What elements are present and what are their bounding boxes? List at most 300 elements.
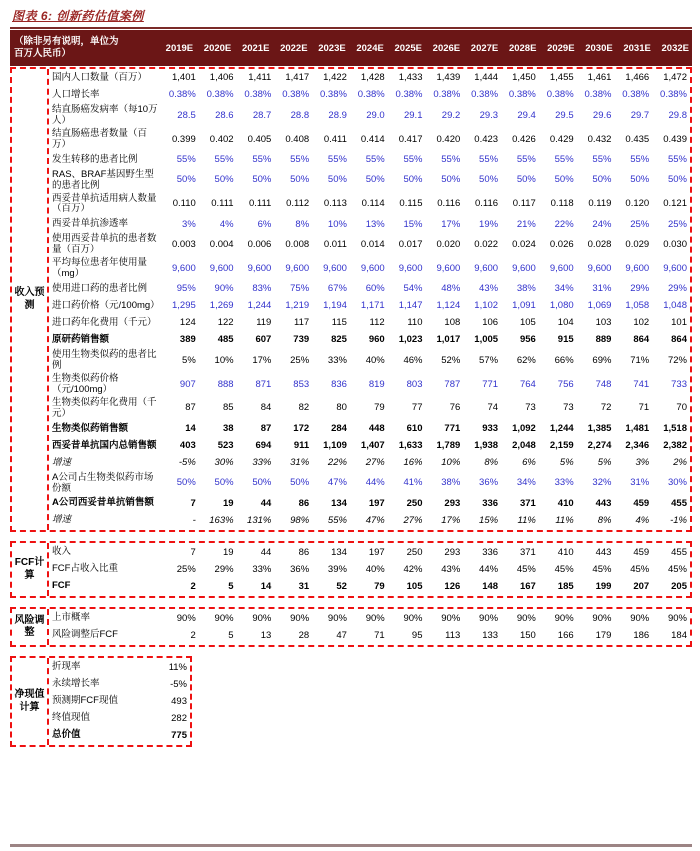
row-label: 生物类似药销售额	[52, 422, 129, 434]
data-cell: 150	[519, 629, 536, 641]
table-row	[49, 472, 690, 496]
data-cell: 55%	[327, 153, 347, 165]
data-cell: 83%	[252, 283, 272, 295]
data-cell: 455	[671, 546, 687, 558]
data-cell: 44%	[365, 477, 385, 489]
data-cell: 0.110	[172, 198, 196, 210]
data-cell: 9,600	[172, 262, 196, 274]
data-cell: 22%	[327, 456, 347, 468]
data-cell: 15%	[403, 218, 423, 230]
data-cell: 607	[255, 334, 272, 346]
data-cell: 443	[595, 497, 612, 509]
data-cell: 10%	[214, 354, 234, 366]
table-row	[49, 70, 690, 87]
data-cell: 33%	[554, 477, 574, 489]
row-label: RAS、BRAF基因野生型的患者比例	[52, 168, 154, 191]
data-cell: 45%	[592, 563, 612, 575]
data-cell: 33%	[252, 563, 272, 575]
data-cell: 0.119	[588, 198, 612, 210]
table-row	[49, 216, 690, 233]
data-cell: 1,269	[209, 300, 234, 312]
title-rule	[10, 27, 692, 29]
data-cell: 131%	[247, 514, 272, 526]
data-cell: 25%	[667, 218, 687, 230]
row-label: 生物类似药年化费用（千元）	[52, 396, 157, 419]
data-cell: 888	[217, 378, 234, 390]
data-cell: 1,069	[587, 300, 612, 312]
data-cell: 0.111	[211, 198, 234, 210]
data-cell: 50%	[252, 174, 272, 186]
data-cell: 19%	[479, 218, 499, 230]
data-cell: 0.121	[663, 198, 687, 210]
data-cell: 911	[293, 439, 310, 451]
data-cell: 9,600	[398, 262, 423, 274]
year-header: 2022E	[280, 42, 308, 54]
row-label: 使用生物类似药的患者比例	[52, 349, 157, 371]
data-cell: 87	[260, 422, 272, 434]
data-cell: 1,244	[549, 422, 574, 434]
data-cell: 55%	[327, 514, 347, 526]
data-cell: 36%	[479, 477, 499, 489]
data-cell: 1,406	[209, 72, 234, 84]
data-cell: 55%	[252, 153, 272, 165]
data-cell: 771	[482, 378, 499, 390]
data-cell: 28.9	[328, 109, 347, 121]
data-cell: 0.114	[361, 198, 385, 210]
data-cell: 455	[671, 497, 687, 509]
data-cell: 1,023	[398, 334, 423, 346]
data-cell: 44	[260, 497, 272, 509]
data-cell: 0.38%	[508, 89, 536, 101]
data-cell: 493	[171, 695, 187, 707]
data-cell: 134	[331, 546, 347, 558]
data-cell: 46%	[403, 354, 423, 366]
data-cell: 803	[406, 378, 423, 390]
data-cell: 0.111	[248, 198, 272, 210]
table-row	[49, 627, 690, 644]
row-label: 收入	[52, 546, 72, 558]
data-cell: 9,600	[587, 262, 612, 274]
data-cell: 0.417	[398, 133, 423, 145]
data-cell: 7	[190, 546, 196, 558]
row-label: 使用西妥昔单抗的患者数量（百万）	[52, 233, 157, 256]
data-cell: 29.6	[592, 109, 612, 121]
data-cell: 19	[222, 546, 234, 558]
data-cell: 0.402	[209, 133, 234, 145]
data-cell: 84	[260, 402, 272, 414]
data-cell: 90%	[214, 612, 234, 624]
data-cell: 293	[444, 497, 461, 509]
row-label: 折现率	[52, 661, 81, 673]
data-cell: 1,194	[323, 300, 347, 312]
data-cell: 250	[406, 546, 423, 558]
data-cell: 90%	[327, 612, 347, 624]
data-cell: 0.116	[437, 198, 461, 210]
data-cell: 0.026	[549, 239, 574, 251]
data-cell: 871	[255, 378, 272, 390]
data-cell: 410	[557, 497, 574, 509]
data-cell: 459	[633, 546, 650, 558]
data-cell: 79	[374, 580, 385, 592]
data-cell: 0.435	[625, 133, 650, 145]
data-cell: 0.439	[663, 133, 687, 145]
data-cell: 0.014	[360, 239, 385, 251]
data-cell: 55%	[176, 153, 196, 165]
data-cell: 1,295	[172, 300, 196, 312]
data-cell: 11%	[168, 661, 187, 673]
data-cell: 787	[444, 378, 461, 390]
data-cell: 71	[638, 402, 650, 414]
data-cell: 485	[217, 334, 234, 346]
data-cell: 0.38%	[395, 89, 423, 101]
data-cell: 25%	[176, 563, 196, 575]
data-cell: 17%	[441, 514, 461, 526]
data-cell: 87	[185, 402, 196, 414]
data-cell: 67%	[327, 283, 347, 295]
data-cell: 21%	[516, 218, 536, 230]
data-cell: 197	[368, 546, 385, 558]
data-cell: 889	[595, 334, 612, 346]
data-cell: 34%	[554, 283, 574, 295]
data-cell: 75%	[290, 283, 310, 295]
unit-note: （除非另有说明，单位为百万人民币）	[14, 36, 119, 59]
data-cell: 0.38%	[357, 89, 385, 101]
data-cell: 0.030	[663, 239, 687, 251]
data-cell: 27%	[403, 514, 423, 526]
data-cell: 2,159	[549, 439, 574, 451]
data-cell: 9,600	[247, 262, 272, 274]
data-cell: 6%	[257, 218, 272, 230]
data-cell: 0.426	[512, 133, 536, 145]
data-cell: 0.432	[587, 133, 612, 145]
data-cell: 1,171	[360, 300, 385, 312]
year-header: 2031E	[623, 42, 651, 54]
data-cell: 45%	[516, 563, 536, 575]
table-row	[49, 104, 690, 128]
data-cell: 956	[519, 334, 536, 346]
section-revenue	[10, 67, 692, 532]
data-cell: 459	[633, 497, 650, 509]
data-cell: 739	[293, 334, 310, 346]
section-rows	[49, 609, 690, 645]
section-label-revenue: 收入预测	[12, 69, 49, 530]
data-cell: 90%	[365, 612, 385, 624]
data-cell: 11%	[555, 514, 574, 526]
data-cell: 1,411	[248, 72, 272, 84]
data-cell: 85	[222, 402, 234, 414]
data-cell: 24%	[592, 218, 612, 230]
data-cell: 29.0	[366, 109, 385, 121]
data-cell: 115	[331, 317, 347, 329]
data-cell: 55%	[630, 153, 650, 165]
data-cell: 28	[298, 629, 310, 641]
row-label: 生物类似药价格（元/100mg）	[52, 372, 119, 395]
data-cell: 90%	[290, 612, 310, 624]
year-header: 2021E	[241, 42, 270, 54]
data-cell: 50%	[630, 174, 650, 186]
data-cell: 90%	[667, 612, 687, 624]
row-label: 结直肠癌发病率（每10万人）	[52, 104, 158, 126]
data-cell: 50%	[214, 174, 234, 186]
data-cell: 9,600	[323, 262, 347, 274]
row-label: 原研药销售额	[52, 334, 110, 346]
data-cell: 0.411	[323, 133, 347, 145]
data-cell: 55%	[554, 153, 574, 165]
table-row	[49, 87, 690, 104]
row-label: 终值现值	[52, 712, 91, 724]
data-cell: 102	[633, 317, 650, 329]
data-cell: 0.029	[625, 239, 650, 251]
row-label: 永续增长率	[52, 678, 100, 690]
data-cell: 207	[633, 580, 650, 592]
data-cell: 819	[368, 378, 385, 390]
data-cell: 1,058	[625, 300, 650, 312]
data-cell: 2,382	[663, 439, 687, 451]
year-header: 2025E	[394, 42, 422, 54]
data-cell: 410	[557, 546, 574, 558]
data-cell: 853	[293, 378, 310, 390]
data-cell: 33%	[327, 354, 347, 366]
row-label: FCF占收入比重	[52, 563, 118, 575]
data-cell: 1,466	[625, 72, 650, 84]
data-cell: 0.011	[323, 239, 347, 251]
data-cell: 57%	[479, 354, 499, 366]
data-cell: 71	[374, 629, 385, 641]
data-cell: 1,428	[360, 72, 385, 84]
data-cell: 11%	[517, 514, 536, 526]
data-cell: 55%	[592, 153, 612, 165]
data-cell: -5%	[170, 678, 187, 690]
data-cell: 0.405	[247, 133, 272, 145]
data-cell: 0.118	[550, 198, 574, 210]
data-cell: 0.408	[285, 133, 310, 145]
data-cell: 0.116	[474, 198, 499, 210]
data-cell: 50%	[214, 477, 234, 489]
data-cell: 79	[374, 402, 385, 414]
data-cell: 1,091	[512, 300, 536, 312]
year-header: 2027E	[470, 42, 499, 54]
data-cell: 38	[222, 422, 234, 434]
data-cell: 610	[406, 422, 423, 434]
data-cell: 74	[487, 402, 499, 414]
data-cell: 31%	[592, 283, 612, 295]
data-cell: 50%	[554, 174, 574, 186]
data-cell: 29.7	[630, 109, 650, 121]
data-cell: 4%	[219, 218, 234, 230]
data-cell: 1,789	[436, 439, 461, 451]
data-cell: 25%	[630, 218, 650, 230]
data-cell: 0.414	[360, 133, 385, 145]
figure-bottom-rule	[10, 844, 692, 847]
data-cell: 103	[595, 317, 612, 329]
year-header: 2026E	[432, 42, 461, 54]
year-header: 2029E	[547, 42, 575, 54]
table-header-row	[10, 30, 692, 66]
data-cell: 76	[449, 402, 461, 414]
row-label: 国内人口数量（百万）	[52, 72, 148, 84]
data-cell: 29%	[667, 283, 687, 295]
data-cell: 73	[563, 402, 574, 414]
data-cell: 336	[482, 546, 499, 558]
data-cell: 389	[179, 334, 196, 346]
data-cell: 336	[482, 497, 499, 509]
data-cell: 101	[671, 317, 687, 329]
row-label: A公司西妥昔单抗销售额	[52, 497, 154, 509]
data-cell: 0.020	[436, 239, 461, 251]
data-cell: 197	[368, 497, 385, 509]
data-cell: 2,274	[587, 439, 612, 451]
data-cell: 36%	[290, 563, 310, 575]
data-cell: 748	[595, 378, 612, 390]
data-cell: 0.423	[474, 133, 499, 145]
data-cell: 47%	[327, 477, 347, 489]
data-cell: 95	[411, 629, 423, 641]
row-label: A公司占生物类似药市场份额	[52, 471, 154, 494]
table-row	[49, 544, 690, 561]
data-cell: 250	[406, 497, 423, 509]
data-cell: 14	[260, 580, 272, 592]
data-cell: 1,417	[285, 72, 310, 84]
data-cell: 3%	[182, 218, 196, 230]
data-cell: 90%	[479, 612, 499, 624]
table-row	[49, 397, 690, 421]
data-cell: 105	[519, 317, 536, 329]
data-cell: 90%	[441, 612, 461, 624]
data-cell: 134	[331, 497, 347, 509]
data-cell: 44	[260, 546, 272, 558]
data-cell: 48%	[441, 283, 461, 295]
data-cell: 29.8	[668, 109, 687, 121]
data-cell: 8%	[597, 514, 612, 526]
data-cell: 1,219	[285, 300, 310, 312]
data-cell: 186	[633, 629, 650, 641]
data-cell: 15%	[479, 514, 499, 526]
data-cell: 90%	[214, 283, 234, 295]
data-cell: 98%	[290, 514, 310, 526]
data-cell: 0.112	[286, 198, 310, 210]
data-cell: 29.5	[555, 109, 574, 121]
table-row	[49, 257, 690, 281]
data-cell: 0.024	[512, 239, 536, 251]
data-cell: 90%	[252, 612, 272, 624]
row-label: 结直肠癌患者数量（百万）	[52, 127, 148, 150]
data-cell: 1,481	[625, 422, 650, 434]
data-cell: 448	[368, 422, 385, 434]
table-row	[49, 727, 190, 744]
data-cell: 1,455	[549, 72, 574, 84]
data-cell: -	[192, 514, 196, 526]
year-header: 2019E	[165, 42, 194, 54]
data-cell: 52	[336, 580, 347, 592]
data-cell: 371	[519, 546, 536, 558]
data-cell: 775	[171, 729, 187, 741]
table-row	[49, 332, 690, 349]
data-cell: 9,600	[285, 262, 310, 274]
year-header: 2030E	[585, 42, 613, 54]
data-cell: 71%	[630, 354, 650, 366]
data-cell: 110	[407, 317, 423, 329]
data-cell: 5	[228, 580, 234, 592]
data-cell: 0.38%	[433, 89, 461, 101]
data-cell: 45%	[667, 563, 687, 575]
section-label-fcf: FCF计算	[12, 543, 49, 596]
data-cell: 55%	[441, 153, 461, 165]
data-cell: 133	[482, 629, 499, 641]
row-label: 平均每位患者年使用量（mg）	[52, 257, 148, 280]
data-cell: 864	[633, 334, 650, 346]
section-npv	[10, 656, 192, 747]
data-cell: 5	[228, 629, 234, 641]
data-cell: 8%	[484, 456, 499, 468]
data-cell: 1,518	[663, 422, 687, 434]
table-row	[49, 659, 190, 676]
table-sections	[10, 66, 692, 842]
data-cell: 0.38%	[546, 89, 574, 101]
table-row	[49, 710, 190, 727]
row-label: 进口药年化费用（千元）	[52, 317, 157, 329]
data-cell: 733	[671, 378, 687, 390]
data-cell: 0.117	[512, 198, 536, 210]
data-cell: 13	[260, 629, 272, 641]
row-label: 西妥昔单抗国内总销售额	[52, 439, 157, 451]
data-cell: 741	[633, 378, 650, 390]
data-cell: 1,005	[474, 334, 499, 346]
row-label: 进口药价格（元/100mg）	[52, 300, 160, 312]
data-cell: 50%	[252, 477, 272, 489]
data-cell: 523	[217, 439, 234, 451]
table-row	[49, 315, 690, 332]
data-cell: 22%	[554, 218, 574, 230]
data-cell: 0.028	[587, 239, 612, 251]
data-cell: 73	[525, 402, 536, 414]
table-row	[49, 578, 690, 595]
data-cell: 0.115	[399, 198, 423, 210]
data-cell: 184	[671, 629, 687, 641]
row-label: 增速	[52, 456, 72, 468]
table-row	[49, 495, 690, 512]
data-cell: 117	[293, 317, 310, 329]
figure-title: 图表 6: 创新药估值案例	[12, 9, 144, 23]
data-cell: 199	[595, 580, 612, 592]
data-cell: 50%	[290, 174, 310, 186]
data-cell: 55%	[667, 153, 687, 165]
data-cell: 45%	[630, 563, 650, 575]
year-header: 2023E	[318, 42, 346, 54]
data-cell: 907	[179, 378, 196, 390]
data-cell: 1,401	[172, 72, 196, 84]
data-cell: 28.6	[215, 109, 234, 121]
data-cell: 179	[595, 629, 612, 641]
data-cell: 1,385	[587, 422, 612, 434]
data-cell: 694	[255, 439, 272, 451]
data-cell: 25%	[290, 354, 310, 366]
table-row	[49, 233, 690, 257]
data-cell: 0.113	[323, 198, 347, 210]
data-cell: 50%	[176, 174, 196, 186]
data-cell: 0.38%	[622, 89, 650, 101]
data-cell: 864	[671, 334, 687, 346]
data-cell: 0.38%	[471, 89, 499, 101]
data-cell: 29.1	[403, 109, 423, 121]
data-cell: 69%	[592, 354, 612, 366]
year-header: 2020E	[203, 42, 232, 54]
data-cell: 90%	[554, 612, 574, 624]
data-cell: 403	[179, 439, 196, 451]
data-cell: 0.017	[398, 239, 423, 251]
data-cell: 45%	[554, 563, 574, 575]
data-cell: 284	[331, 422, 347, 434]
data-cell: 1,472	[663, 72, 687, 84]
